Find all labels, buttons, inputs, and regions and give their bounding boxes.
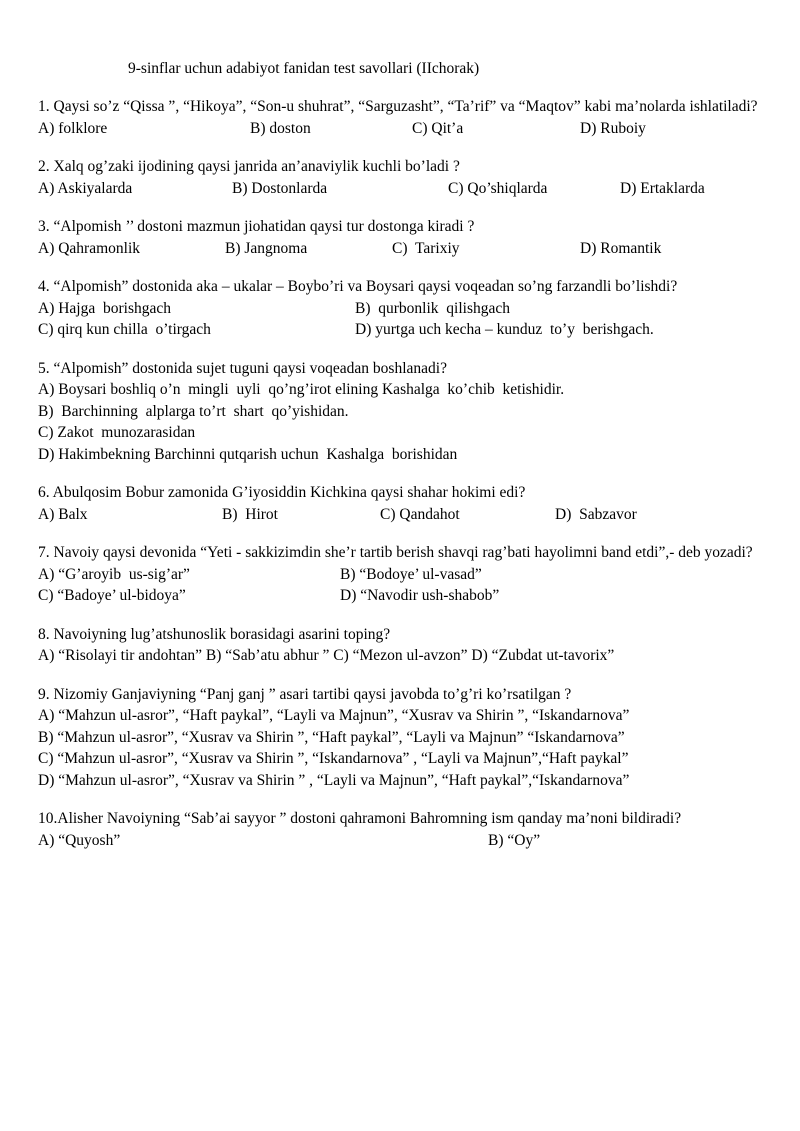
question-block xyxy=(38,216,762,259)
option-row xyxy=(38,830,762,852)
question-text: 3. “Alpomish ’’ dostoni mazmun jiohatidan qaysi tur dostonga kiradi ? xyxy=(38,218,475,235)
option-a[interactable]: A) Boysari boshliq o’n mingli uyli qo’ng’irot elining Kashalga ko’chib ketishidir. xyxy=(38,381,565,398)
option-d[interactable]: D) Ruboiy xyxy=(580,119,646,137)
question-text: 8. Navoiyning lug’atshunoslik borasidagi asarini toping? xyxy=(38,625,391,643)
option-a[interactable]: A) “Quyosh” xyxy=(38,831,121,849)
option-d[interactable]: D) Sabzavor xyxy=(555,505,637,523)
option-c[interactable]: C) Qit’a xyxy=(412,119,464,137)
question-text: 4. “Alpomish” dostonida aka – ukalar – Boybo’ri va Boysari qaysi voqeadan so’ng farzandli bo’lishdi? xyxy=(38,278,678,295)
option-list-inline[interactable]: A) “Risolayi tir andohtan” B) “Sab’atu abhur ” C) “Mezon ul-avzon” D) “Zubdat ut-tavorix” xyxy=(38,647,615,664)
option-d[interactable]: D) yurtga uch kecha – kunduz to’y berishgach. xyxy=(355,321,654,338)
question-block xyxy=(38,358,762,466)
page-title: 9-sinflar uchun adabiyot fanidan test savollari (IIchorak) xyxy=(128,60,480,77)
option-c[interactable]: C) Qandahot xyxy=(380,505,460,523)
question-text: 2. Xalq og’zaki ijodining qaysi janrida an’anaviylik kuchli bo’ladi ? xyxy=(38,158,460,175)
question-block xyxy=(38,276,762,341)
option-row xyxy=(38,118,762,140)
question-text: 1. Qaysi so’z “Qissa ”, “Hikoya”, “Son-u shuhrat”, “Sarguzasht”, “Ta’rif” va “Maqtov” kabi ma’nolarda ishlatiladi? xyxy=(38,98,758,115)
option-d[interactable]: D) “Mahzun ul-asror”, “Xusrav va Shirin ” , “Layli va Majnun”, “Haft paykal”,“Iskandarnova” xyxy=(38,771,630,789)
option-a[interactable]: A) Balx xyxy=(38,505,88,523)
option-row xyxy=(38,504,762,526)
option-a[interactable]: A) “Mahzun ul-asror”, “Haft paykal”, “Layli va Majnun”, “Xusrav va Shirin ”, “Iskandarnova” xyxy=(38,707,630,724)
option-d[interactable]: D) “Navodir ush-shabob” xyxy=(340,587,500,604)
option-row xyxy=(38,178,762,200)
option-row xyxy=(38,564,762,586)
option-b[interactable]: B) “Oy” xyxy=(488,831,541,849)
option-a[interactable]: A) folklore xyxy=(38,119,108,137)
option-a[interactable]: A) “G’aroyib us-sig’ar” xyxy=(38,565,190,583)
question-text: 5. “Alpomish” dostonida sujet tuguni qaysi voqeadan boshlanadi? xyxy=(38,359,447,377)
option-d[interactable]: D) Romantik xyxy=(580,239,662,257)
option-a[interactable]: A) Qahramonlik xyxy=(38,239,141,257)
option-b[interactable]: B) Dostonlarda xyxy=(232,179,328,197)
option-row xyxy=(38,585,762,607)
option-b[interactable]: B) Barchinning alplarga to’rt shart qo’yishidan. xyxy=(38,402,349,420)
option-c[interactable]: C) Zakot munozarasidan xyxy=(38,424,196,441)
question-text: 10.Alisher Navoiyning “Sab’ai sayyor ” dostoni qahramoni Bahromning ism qanday ma’noni bildiradi? xyxy=(38,810,682,827)
option-row xyxy=(38,238,762,260)
option-c[interactable]: C) qirq kun chilla o’tirgach xyxy=(38,321,211,338)
question-block xyxy=(38,684,762,792)
option-b[interactable]: B) “Mahzun ul-asror”, “Xusrav va Shirin ”, “Haft paykal”, “Layli va Majnun” “Iskandarnova” xyxy=(38,728,625,746)
question-block xyxy=(38,156,762,199)
option-b[interactable]: B) qurbonlik qilishgach xyxy=(355,299,510,317)
option-a[interactable]: A) Askiyalarda xyxy=(38,179,133,197)
option-row xyxy=(38,319,762,341)
option-a[interactable]: A) Hajga borishgach xyxy=(38,299,171,317)
option-c[interactable]: C) Qo’shiqlarda xyxy=(448,179,548,197)
option-b[interactable]: B) “Bodoye’ ul-vasad” xyxy=(340,565,482,583)
question-text: 7. Navoiy qaysi devonida “Yeti - sakkizimdin she’r tartib berish shavqi rag’bati hayolimni band etdi”,- deb yozadi? xyxy=(38,544,753,561)
option-d[interactable]: D) Ertaklarda xyxy=(620,179,705,197)
option-b[interactable]: B) Hirot xyxy=(222,505,278,523)
question-text: 6. Abulqosim Bobur zamonida G’iyosiddin Kichkina qaysi shahar hokimi edi? xyxy=(38,484,526,501)
option-b[interactable]: B) doston xyxy=(250,119,311,137)
question-block xyxy=(38,542,762,607)
option-c[interactable]: C) “Badoye’ ul-bidoya” xyxy=(38,587,186,604)
option-row xyxy=(38,298,762,320)
option-d[interactable]: D) Hakimbekning Barchinni qutqarish uchun Kashalga borishidan xyxy=(38,445,458,463)
document-body xyxy=(38,58,762,851)
option-c[interactable]: C) “Mahzun ul-asror”, “Xusrav va Shirin ”, “Iskandarnova” , “Layli va Majnun”,“Haft paykal” xyxy=(38,750,629,767)
question-block xyxy=(38,624,762,667)
option-b[interactable]: B) Jangnoma xyxy=(225,239,308,257)
question-block xyxy=(38,482,762,525)
question-text: 9. Nizomiy Ganjaviyning “Panj ganj ” asari tartibi qaysi javobda to’g’ri ko’rsatilgan ? xyxy=(38,685,572,703)
question-block xyxy=(38,808,762,851)
question-block xyxy=(38,96,762,139)
option-c[interactable]: C) Tarixiy xyxy=(392,239,460,257)
